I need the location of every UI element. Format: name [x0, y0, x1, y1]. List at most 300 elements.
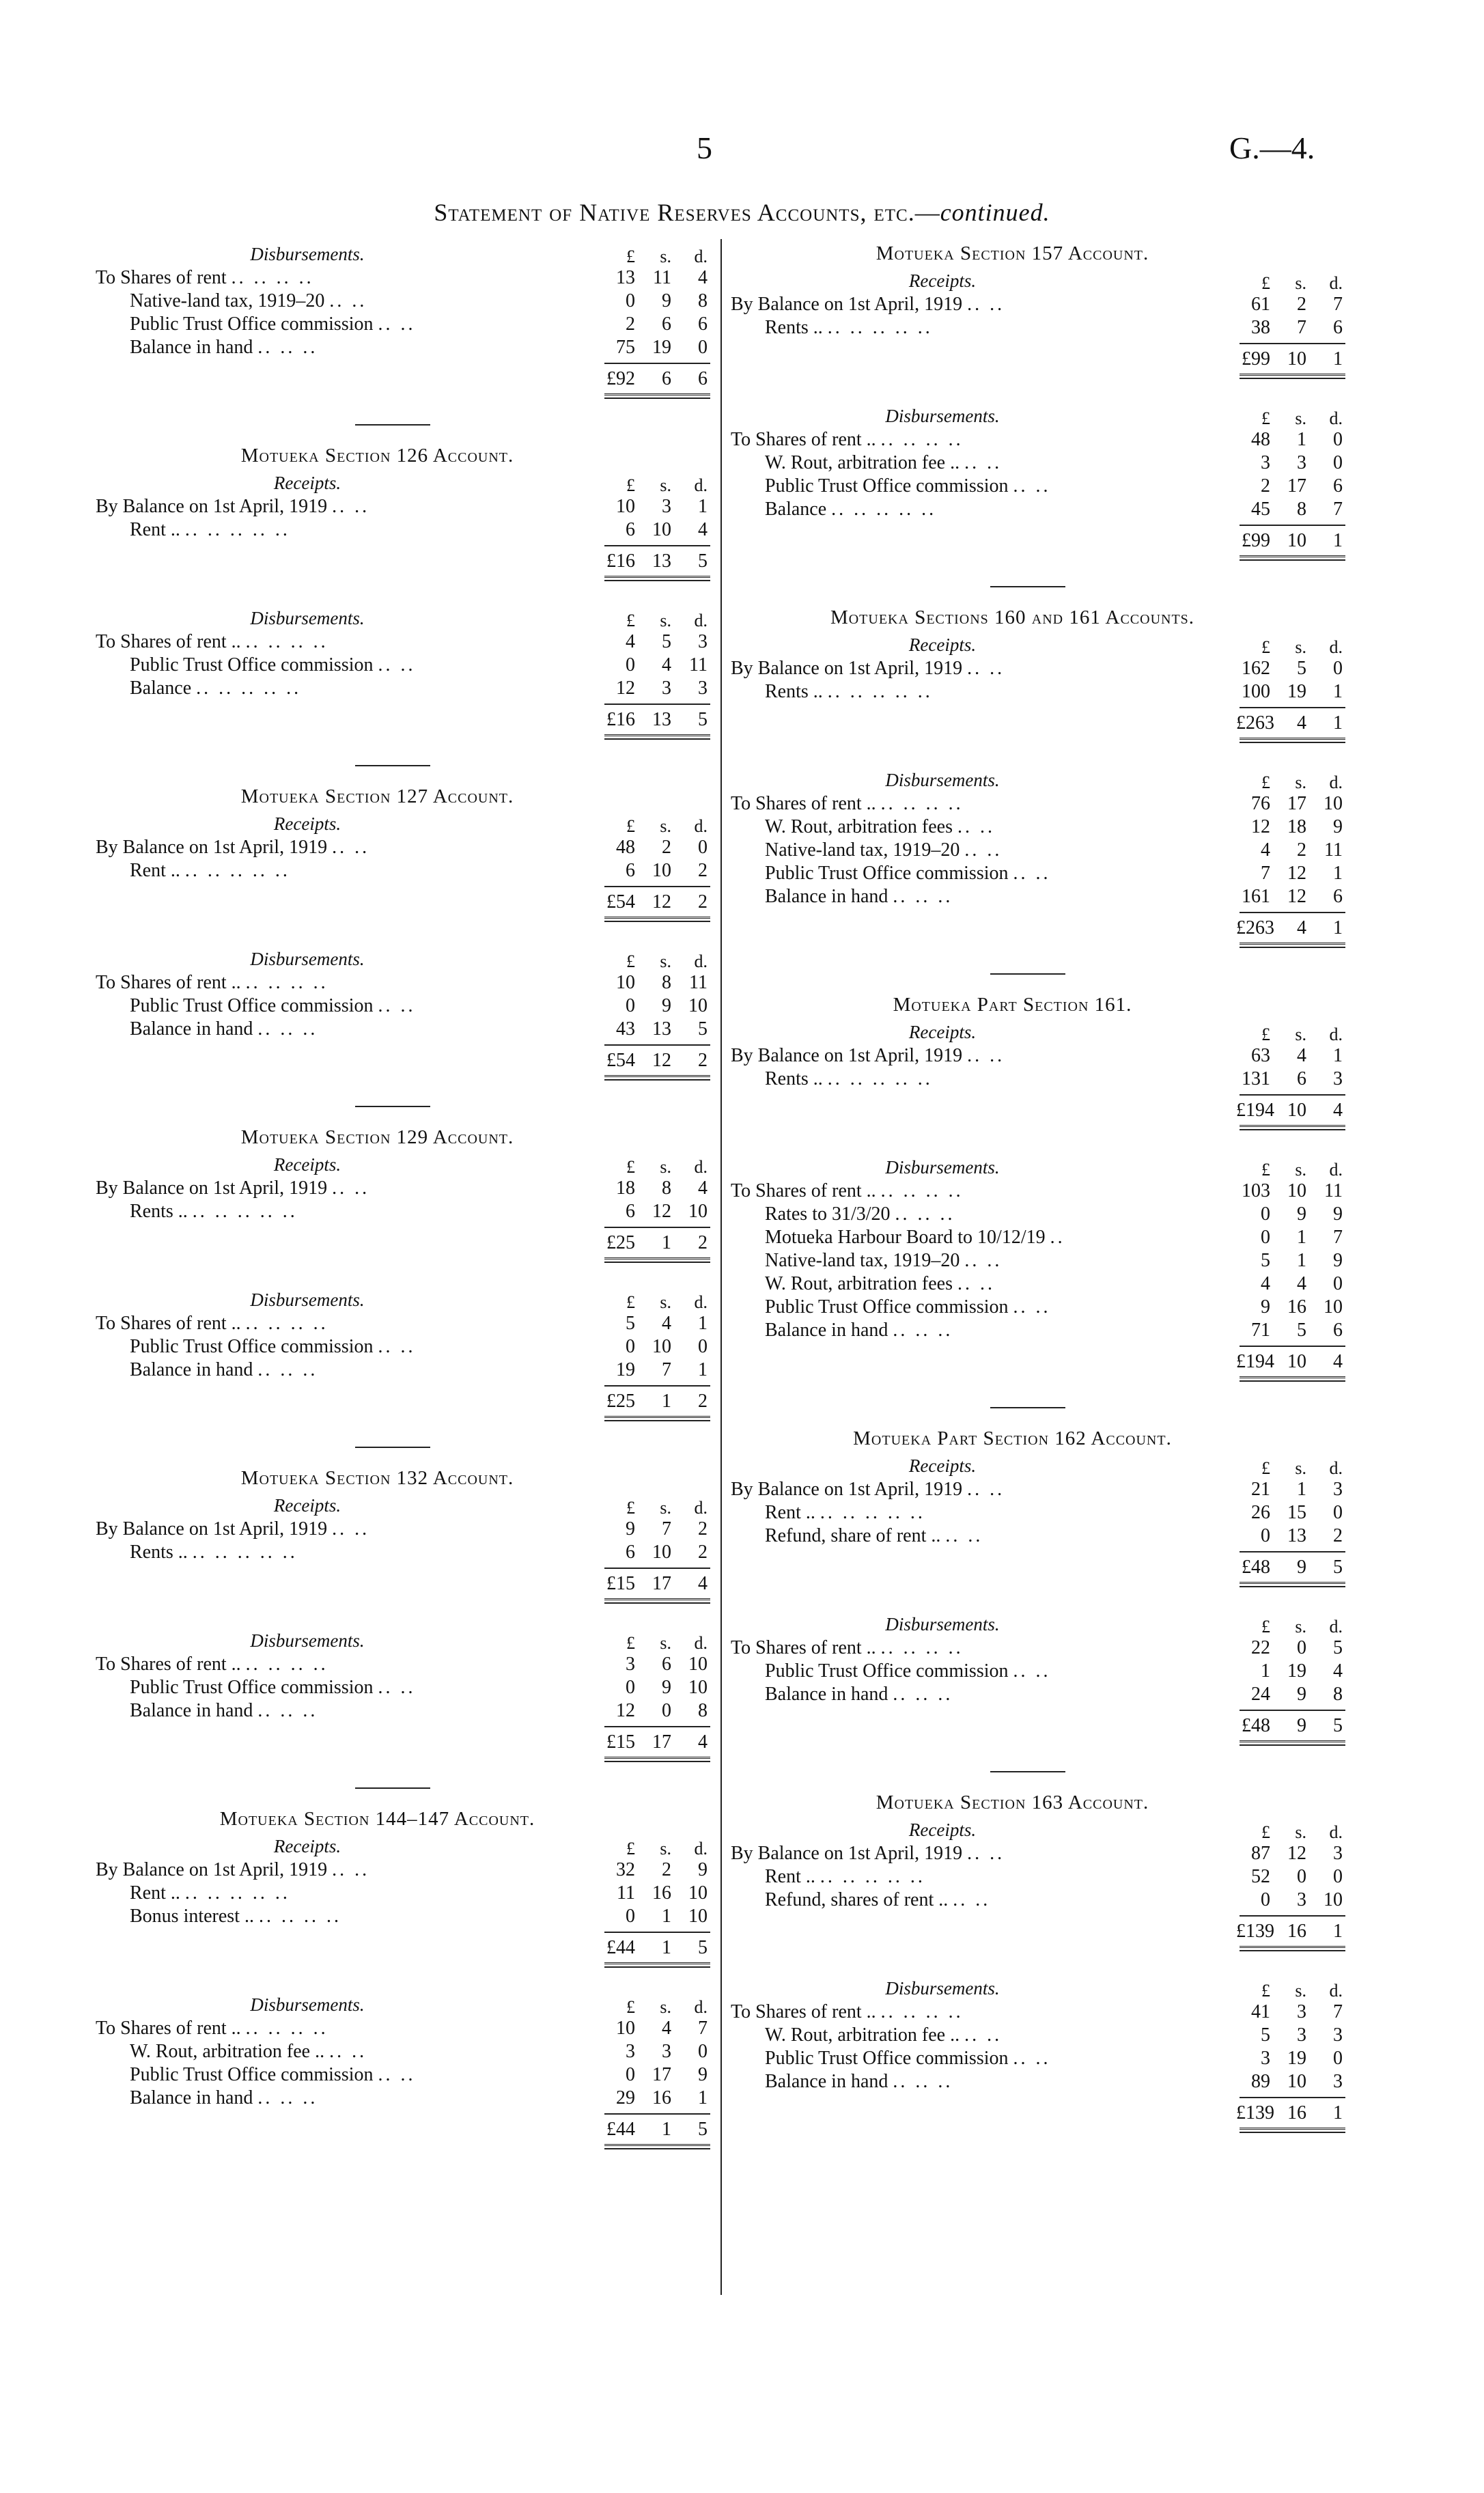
ledger-row	[731, 1044, 1376, 1067]
amount-pence: 9	[1333, 816, 1343, 837]
amount-pence: 7	[1333, 1227, 1343, 1248]
block-label: Receipts.	[273, 813, 341, 834]
amount-shillings: 11	[653, 267, 671, 288]
ledger-row	[96, 1881, 741, 1904]
row-label	[96, 267, 314, 289]
section-divider	[355, 1787, 430, 1789]
total-rule-bottom	[1240, 1376, 1345, 1382]
amount-pounds: 9	[1261, 1296, 1270, 1318]
row-label	[731, 1180, 964, 1202]
account-section	[96, 445, 741, 742]
amount-pounds: 12	[616, 678, 635, 699]
leader-dots: .. ..	[378, 2064, 416, 2085]
amount-pounds: 0	[626, 1336, 635, 1357]
amount-pence: 1	[698, 1313, 708, 1334]
amount-pounds: 52	[1251, 1866, 1270, 1887]
amount-shillings: 1	[1297, 1479, 1306, 1500]
ledger-row	[731, 1682, 1376, 1705]
block-header	[96, 812, 741, 835]
currency-header-pound: £	[626, 1498, 635, 1518]
total-rule-bottom	[604, 1257, 710, 1263]
ledger-row	[96, 1311, 741, 1335]
row-text: Balance	[765, 499, 827, 520]
amount-pounds: 18	[616, 1178, 635, 1199]
currency-header-pound: £	[1261, 1822, 1270, 1842]
row-label	[130, 1201, 298, 1223]
total-pounds: £48	[1242, 1557, 1270, 1578]
total-pounds: £25	[606, 1232, 635, 1253]
section-divider	[355, 424, 430, 426]
currency-header-shilling: s.	[660, 951, 671, 971]
account-block	[731, 633, 1376, 745]
row-label	[765, 317, 933, 339]
amount-pence: 2	[698, 1542, 708, 1563]
account-block	[96, 1993, 741, 2151]
leader-dots: .. .. .. .. ..	[827, 317, 933, 338]
total-pence: 1	[1333, 2102, 1343, 2123]
total-row	[731, 706, 1376, 745]
block-header	[731, 1613, 1376, 1636]
amount-pounds: 6	[626, 519, 635, 540]
total-pounds: £194	[1236, 1351, 1274, 1372]
total-rule-top	[1240, 2097, 1345, 2098]
total-pence: 2	[698, 1391, 708, 1412]
amount-pounds: 32	[616, 1859, 635, 1880]
section-divider	[990, 1407, 1065, 1408]
account-block	[731, 1977, 1376, 2135]
row-label	[130, 1336, 416, 1358]
total-pence: 5	[698, 2119, 708, 2140]
leader-dots: .. ..	[964, 452, 1003, 473]
row-text: Balance in hand	[765, 886, 888, 907]
row-label	[96, 1313, 328, 1335]
total-rule-bottom	[1240, 1740, 1345, 1746]
amount-shillings: 9	[662, 1677, 671, 1698]
currency-header-shilling: s.	[660, 1839, 671, 1858]
currency-header-pound: £	[1261, 772, 1270, 792]
amount-pence: 2	[698, 1518, 708, 1540]
amount-pence: 8	[1333, 1684, 1343, 1705]
row-label	[731, 2001, 964, 2023]
ledger-row	[96, 994, 741, 1017]
ledger-row	[96, 1699, 741, 1722]
ledger-row	[96, 859, 741, 882]
row-text: Rents ..	[765, 1068, 823, 1089]
currency-header-pound: £	[626, 475, 635, 495]
leader-dots: .. .. ..	[893, 1684, 953, 1705]
total-row	[96, 1384, 741, 1423]
account-section	[731, 1427, 1376, 1748]
ledger-row	[96, 495, 741, 518]
total-shillings: 10	[1287, 530, 1306, 551]
amount-pence: 1	[698, 1359, 708, 1380]
ledger-row	[731, 656, 1376, 680]
amount-pounds: 0	[626, 654, 635, 676]
ledger-row	[96, 835, 741, 859]
row-text: To Shares of rent ..	[96, 1654, 241, 1675]
block-label: Disbursements.	[250, 1994, 365, 2015]
amount-shillings: 19	[1287, 1660, 1306, 1682]
row-text: Public Trust Office commission	[765, 1296, 1009, 1318]
amount-shillings: 0	[1297, 1866, 1306, 1887]
currency-header-shilling: s.	[1295, 637, 1306, 657]
amount-pence: 3	[698, 678, 708, 699]
total-rule-top	[604, 363, 710, 364]
row-label	[765, 816, 995, 838]
total-rule-bottom	[604, 2144, 710, 2149]
leader-dots: .. .. .. .. ..	[820, 1502, 925, 1523]
amount-shillings: 9	[662, 290, 671, 311]
row-text: Native-land tax, 1919–20	[130, 290, 325, 311]
row-label	[96, 972, 328, 994]
ledger-row	[731, 885, 1376, 908]
row-label	[130, 2087, 318, 2109]
ledger-row	[731, 815, 1376, 838]
amount-pence: 8	[698, 290, 708, 311]
currency-header-shilling: s.	[1295, 273, 1306, 293]
block-header	[731, 768, 1376, 792]
amount-pounds: 7	[1261, 863, 1270, 884]
account-block	[731, 404, 1376, 563]
amount-pounds: 0	[626, 290, 635, 311]
row-label	[765, 1250, 1002, 1272]
account-block	[731, 768, 1376, 950]
ledger-row	[96, 1858, 741, 1881]
row-text: Native-land tax, 1919–20	[765, 839, 960, 861]
row-label	[96, 496, 369, 518]
leader-dots: .. ..	[967, 1843, 1005, 1864]
total-pence: 1	[1333, 1921, 1343, 1942]
total-rule-bottom	[1240, 555, 1345, 561]
total-pence: 5	[698, 709, 708, 730]
total-rule-top	[604, 704, 710, 705]
row-text: Balance in hand	[765, 1684, 888, 1705]
amount-pounds: 162	[1242, 658, 1270, 679]
amount-pounds: 100	[1242, 681, 1270, 702]
amount-shillings: 9	[1297, 1684, 1306, 1705]
leader-dots: .. .. .. ..	[259, 1906, 341, 1927]
amount-pounds: 63	[1251, 1045, 1270, 1066]
total-rule-top	[1240, 1551, 1345, 1552]
row-text: W. Rout, arbitration fee ..	[765, 2024, 960, 2046]
total-pounds: £15	[606, 1731, 635, 1753]
total-shillings: 10	[1287, 348, 1306, 370]
row-text: By Balance on 1st April, 1919	[96, 496, 328, 517]
amount-shillings: 6	[662, 314, 671, 335]
account-title: Motueka Part Section 161.	[893, 994, 1132, 1016]
row-text: To Shares of rent ..	[731, 429, 876, 450]
total-rule-top	[604, 1044, 710, 1046]
title-suffix: continued.	[940, 199, 1050, 226]
ledger-row	[731, 792, 1376, 815]
total-row	[96, 885, 741, 924]
amount-pounds: 10	[616, 2018, 635, 2039]
total-pence: 5	[698, 1937, 708, 1958]
leader-dots: .. .. .. ..	[245, 2018, 328, 2039]
amount-pounds: 21	[1251, 1479, 1270, 1500]
row-label	[130, 1882, 290, 1904]
ledger-row	[96, 1517, 741, 1540]
total-rule-bottom	[604, 1075, 710, 1081]
row-label	[765, 1525, 983, 1547]
amount-shillings: 2	[1297, 839, 1306, 861]
total-pounds: £44	[606, 1937, 635, 1958]
currency-header-pound: £	[626, 1633, 635, 1653]
row-label	[130, 1677, 416, 1699]
currency-header-pence: d.	[1329, 1822, 1343, 1842]
ledger-row	[731, 1659, 1376, 1682]
account-block	[96, 1288, 741, 1423]
leader-dots: .. .. .. ..	[231, 267, 314, 288]
leader-dots: .. .. .. ..	[880, 1637, 964, 1658]
total-row	[731, 1914, 1376, 1953]
leader-dots: .. .. .. .. ..	[196, 678, 302, 699]
amount-pounds: 76	[1251, 793, 1270, 814]
leader-dots: .. .. ..	[893, 2071, 953, 2092]
total-shillings: 17	[652, 1731, 671, 1753]
account-block	[96, 1494, 741, 1606]
ledger-row	[96, 1652, 741, 1675]
currency-header-pence: d.	[1329, 637, 1343, 657]
amount-shillings: 3	[1297, 452, 1306, 473]
row-label	[130, 337, 318, 359]
leader-dots: .. ..	[378, 314, 416, 335]
row-label	[130, 654, 416, 676]
amount-shillings: 1	[1297, 1227, 1306, 1248]
row-text: Balance in hand	[130, 1359, 253, 1380]
amount-pence: 10	[688, 1201, 708, 1222]
currency-header-pence: d.	[1329, 408, 1343, 428]
amount-pounds: 43	[616, 1018, 635, 1040]
total-rule-bottom	[604, 1598, 710, 1604]
account-section	[96, 1126, 741, 1423]
ledger-row	[96, 289, 741, 312]
amount-shillings: 4	[1297, 1273, 1306, 1294]
ledger-row	[731, 680, 1376, 703]
account-block	[731, 1020, 1376, 1132]
amount-shillings: 2	[662, 837, 671, 858]
row-label	[96, 631, 328, 653]
row-label	[731, 1637, 964, 1659]
leader-dots: .. .. .. .. ..	[184, 519, 290, 540]
row-label	[731, 1843, 1005, 1865]
ledger-row	[96, 653, 741, 676]
amount-pence: 0	[1333, 658, 1343, 679]
block-label: Disbursements.	[250, 608, 365, 628]
total-pence: 5	[1333, 1557, 1343, 1578]
leader-dots: .. .. .. .. ..	[827, 681, 933, 702]
currency-header-pence: d.	[1329, 1617, 1343, 1637]
amount-shillings: 3	[662, 496, 671, 517]
row-text: W. Rout, arbitration fees	[765, 816, 953, 837]
amount-pence: 3	[1333, 1068, 1343, 1089]
amount-pence: 5	[698, 1018, 708, 1040]
page-title	[0, 198, 1484, 227]
ledger-row	[96, 2016, 741, 2039]
row-label	[130, 1359, 318, 1381]
total-row	[731, 910, 1376, 950]
row-label	[765, 1684, 953, 1705]
row-label	[765, 1273, 995, 1295]
amount-pounds: 12	[616, 1700, 635, 1721]
currency-header-pound: £	[1261, 273, 1270, 293]
amount-pence: 11	[689, 972, 708, 993]
total-rule-top	[1240, 343, 1345, 344]
amount-pence: 3	[698, 631, 708, 652]
amount-shillings: 19	[1287, 681, 1306, 702]
amount-pounds: 0	[626, 1677, 635, 1698]
currency-header-pound: £	[626, 816, 635, 836]
amount-pounds: 3	[626, 2041, 635, 2062]
ledger-row	[731, 428, 1376, 451]
amount-pounds: 5	[1261, 1250, 1270, 1271]
amount-shillings: 12	[1287, 1843, 1306, 1864]
leader-dots: .. .. .. ..	[245, 1313, 328, 1334]
amount-pence: 0	[1333, 1502, 1343, 1523]
row-label	[765, 1660, 1051, 1682]
currency-header-shilling: s.	[660, 1292, 671, 1312]
row-text: By Balance on 1st April, 1919	[731, 1479, 963, 1500]
block-header	[96, 1494, 741, 1517]
row-text: By Balance on 1st April, 1919	[731, 1045, 963, 1066]
row-label	[765, 475, 1051, 497]
total-pounds: £54	[606, 891, 635, 913]
ledger-row	[96, 2086, 741, 2109]
amount-pence: 2	[1333, 1525, 1343, 1546]
leader-dots: .. ..	[378, 995, 416, 1016]
row-label	[130, 1700, 318, 1722]
row-label	[731, 1479, 1005, 1501]
row-text: Refund, share of rent ..	[765, 1525, 941, 1546]
total-pounds: £139	[1236, 2102, 1274, 2123]
amount-pence: 0	[698, 1336, 708, 1357]
total-pence: 6	[698, 368, 708, 389]
leader-dots: .. ..	[332, 837, 370, 858]
leader-dots: .. ..	[957, 816, 996, 837]
amount-pounds: 5	[1261, 2024, 1270, 2046]
row-label	[130, 860, 290, 882]
currency-header-pence: d.	[694, 1839, 708, 1858]
amount-pounds: 10	[616, 496, 635, 517]
amount-shillings: 17	[1287, 475, 1306, 497]
row-text: Rent ..	[765, 1502, 815, 1523]
ledger-row	[96, 266, 741, 289]
row-text: Balance in hand	[130, 1700, 253, 1721]
ledger-row	[731, 1295, 1376, 1318]
currency-header-pence: d.	[694, 475, 708, 495]
row-label	[765, 2048, 1051, 2070]
row-text: By Balance on 1st April, 1919	[731, 294, 963, 315]
block-label: Disbursements.	[885, 1614, 1000, 1634]
leader-dots: .. .. .. .. ..	[831, 499, 937, 520]
leader-dots: .. ..	[964, 1250, 1003, 1271]
amount-shillings: 7	[662, 1518, 671, 1540]
amount-pence: 5	[1333, 1637, 1343, 1658]
amount-pence: 6	[1333, 886, 1343, 907]
account-section	[731, 242, 1376, 563]
row-label	[130, 1542, 298, 1563]
amount-pounds: 75	[616, 337, 635, 358]
amount-pence: 0	[1333, 2048, 1343, 2069]
ledger-row	[731, 1841, 1376, 1865]
row-label	[765, 1227, 1065, 1249]
total-rule-bottom	[604, 576, 710, 581]
block-label: Disbursements.	[250, 1630, 365, 1651]
amount-shillings: 3	[1297, 2001, 1306, 2022]
amount-pounds: 22	[1251, 1637, 1270, 1658]
amount-pounds: 89	[1251, 2071, 1270, 2092]
total-rule-top	[604, 1932, 710, 1933]
leader-dots: .. ..	[378, 654, 416, 676]
total-row	[731, 523, 1376, 563]
account-block	[731, 269, 1376, 381]
currency-header-shilling: s.	[1295, 1025, 1306, 1044]
amount-pounds: 41	[1251, 2001, 1270, 2022]
block-header	[96, 471, 741, 495]
currency-header-pence: d.	[694, 1292, 708, 1312]
amount-pence: 7	[1333, 499, 1343, 520]
section-divider	[990, 973, 1065, 975]
amount-pounds: 6	[626, 1542, 635, 1563]
row-text: By Balance on 1st April, 1919	[96, 1859, 328, 1880]
row-label	[96, 1654, 328, 1675]
row-label	[765, 1068, 933, 1090]
row-text: Rates to 31/3/20	[765, 1203, 891, 1225]
amount-shillings: 4	[662, 2018, 671, 2039]
total-shillings: 16	[1287, 1921, 1306, 1942]
total-pounds: £92	[606, 368, 635, 389]
currency-header-pound: £	[1261, 1981, 1270, 2001]
amount-pounds: 26	[1251, 1502, 1270, 1523]
leader-dots: .. ..	[953, 1889, 991, 1910]
ledger-row	[731, 1636, 1376, 1659]
total-rule-bottom	[1240, 738, 1345, 743]
row-text: To Shares of rent ..	[96, 1313, 241, 1334]
row-label	[731, 1045, 1005, 1067]
amount-pounds: 131	[1242, 1068, 1270, 1089]
total-shillings: 4	[1297, 712, 1306, 734]
currency-header-shilling: s.	[660, 1157, 671, 1177]
leader-dots: .. .. .. .. ..	[184, 1882, 290, 1904]
row-label	[765, 681, 933, 703]
total-shillings: 1	[662, 1391, 671, 1412]
amount-pence: 2	[698, 860, 708, 881]
total-pounds: £25	[606, 1391, 635, 1412]
total-shillings: 17	[652, 1573, 671, 1594]
leader-dots: .. ..	[329, 2041, 367, 2062]
amount-shillings: 17	[652, 2064, 671, 2085]
currency-header-pound: £	[626, 247, 635, 266]
leader-dots: .. .. .. ..	[880, 1180, 964, 1201]
block-header	[96, 1153, 741, 1176]
currency-header-pound: £	[626, 1292, 635, 1312]
currency-header-shilling: s.	[1295, 1617, 1306, 1637]
currency-header-pound: £	[1261, 637, 1270, 657]
total-rule-top	[1240, 707, 1345, 708]
amount-shillings: 3	[1297, 1889, 1306, 1910]
total-row	[96, 544, 741, 583]
leader-dots: .. .. .. ..	[880, 793, 964, 814]
amount-pounds: 1	[1261, 1660, 1270, 1682]
amount-shillings: 9	[1297, 1203, 1306, 1225]
amount-pence: 3	[1333, 1843, 1343, 1864]
row-text: Rents ..	[765, 681, 823, 702]
ledger-row	[731, 1225, 1376, 1249]
amount-pence: 7	[1333, 2001, 1343, 2022]
row-label	[130, 1906, 341, 1927]
ledger-row	[96, 518, 741, 541]
leader-dots: .. .. ..	[257, 1018, 318, 1040]
